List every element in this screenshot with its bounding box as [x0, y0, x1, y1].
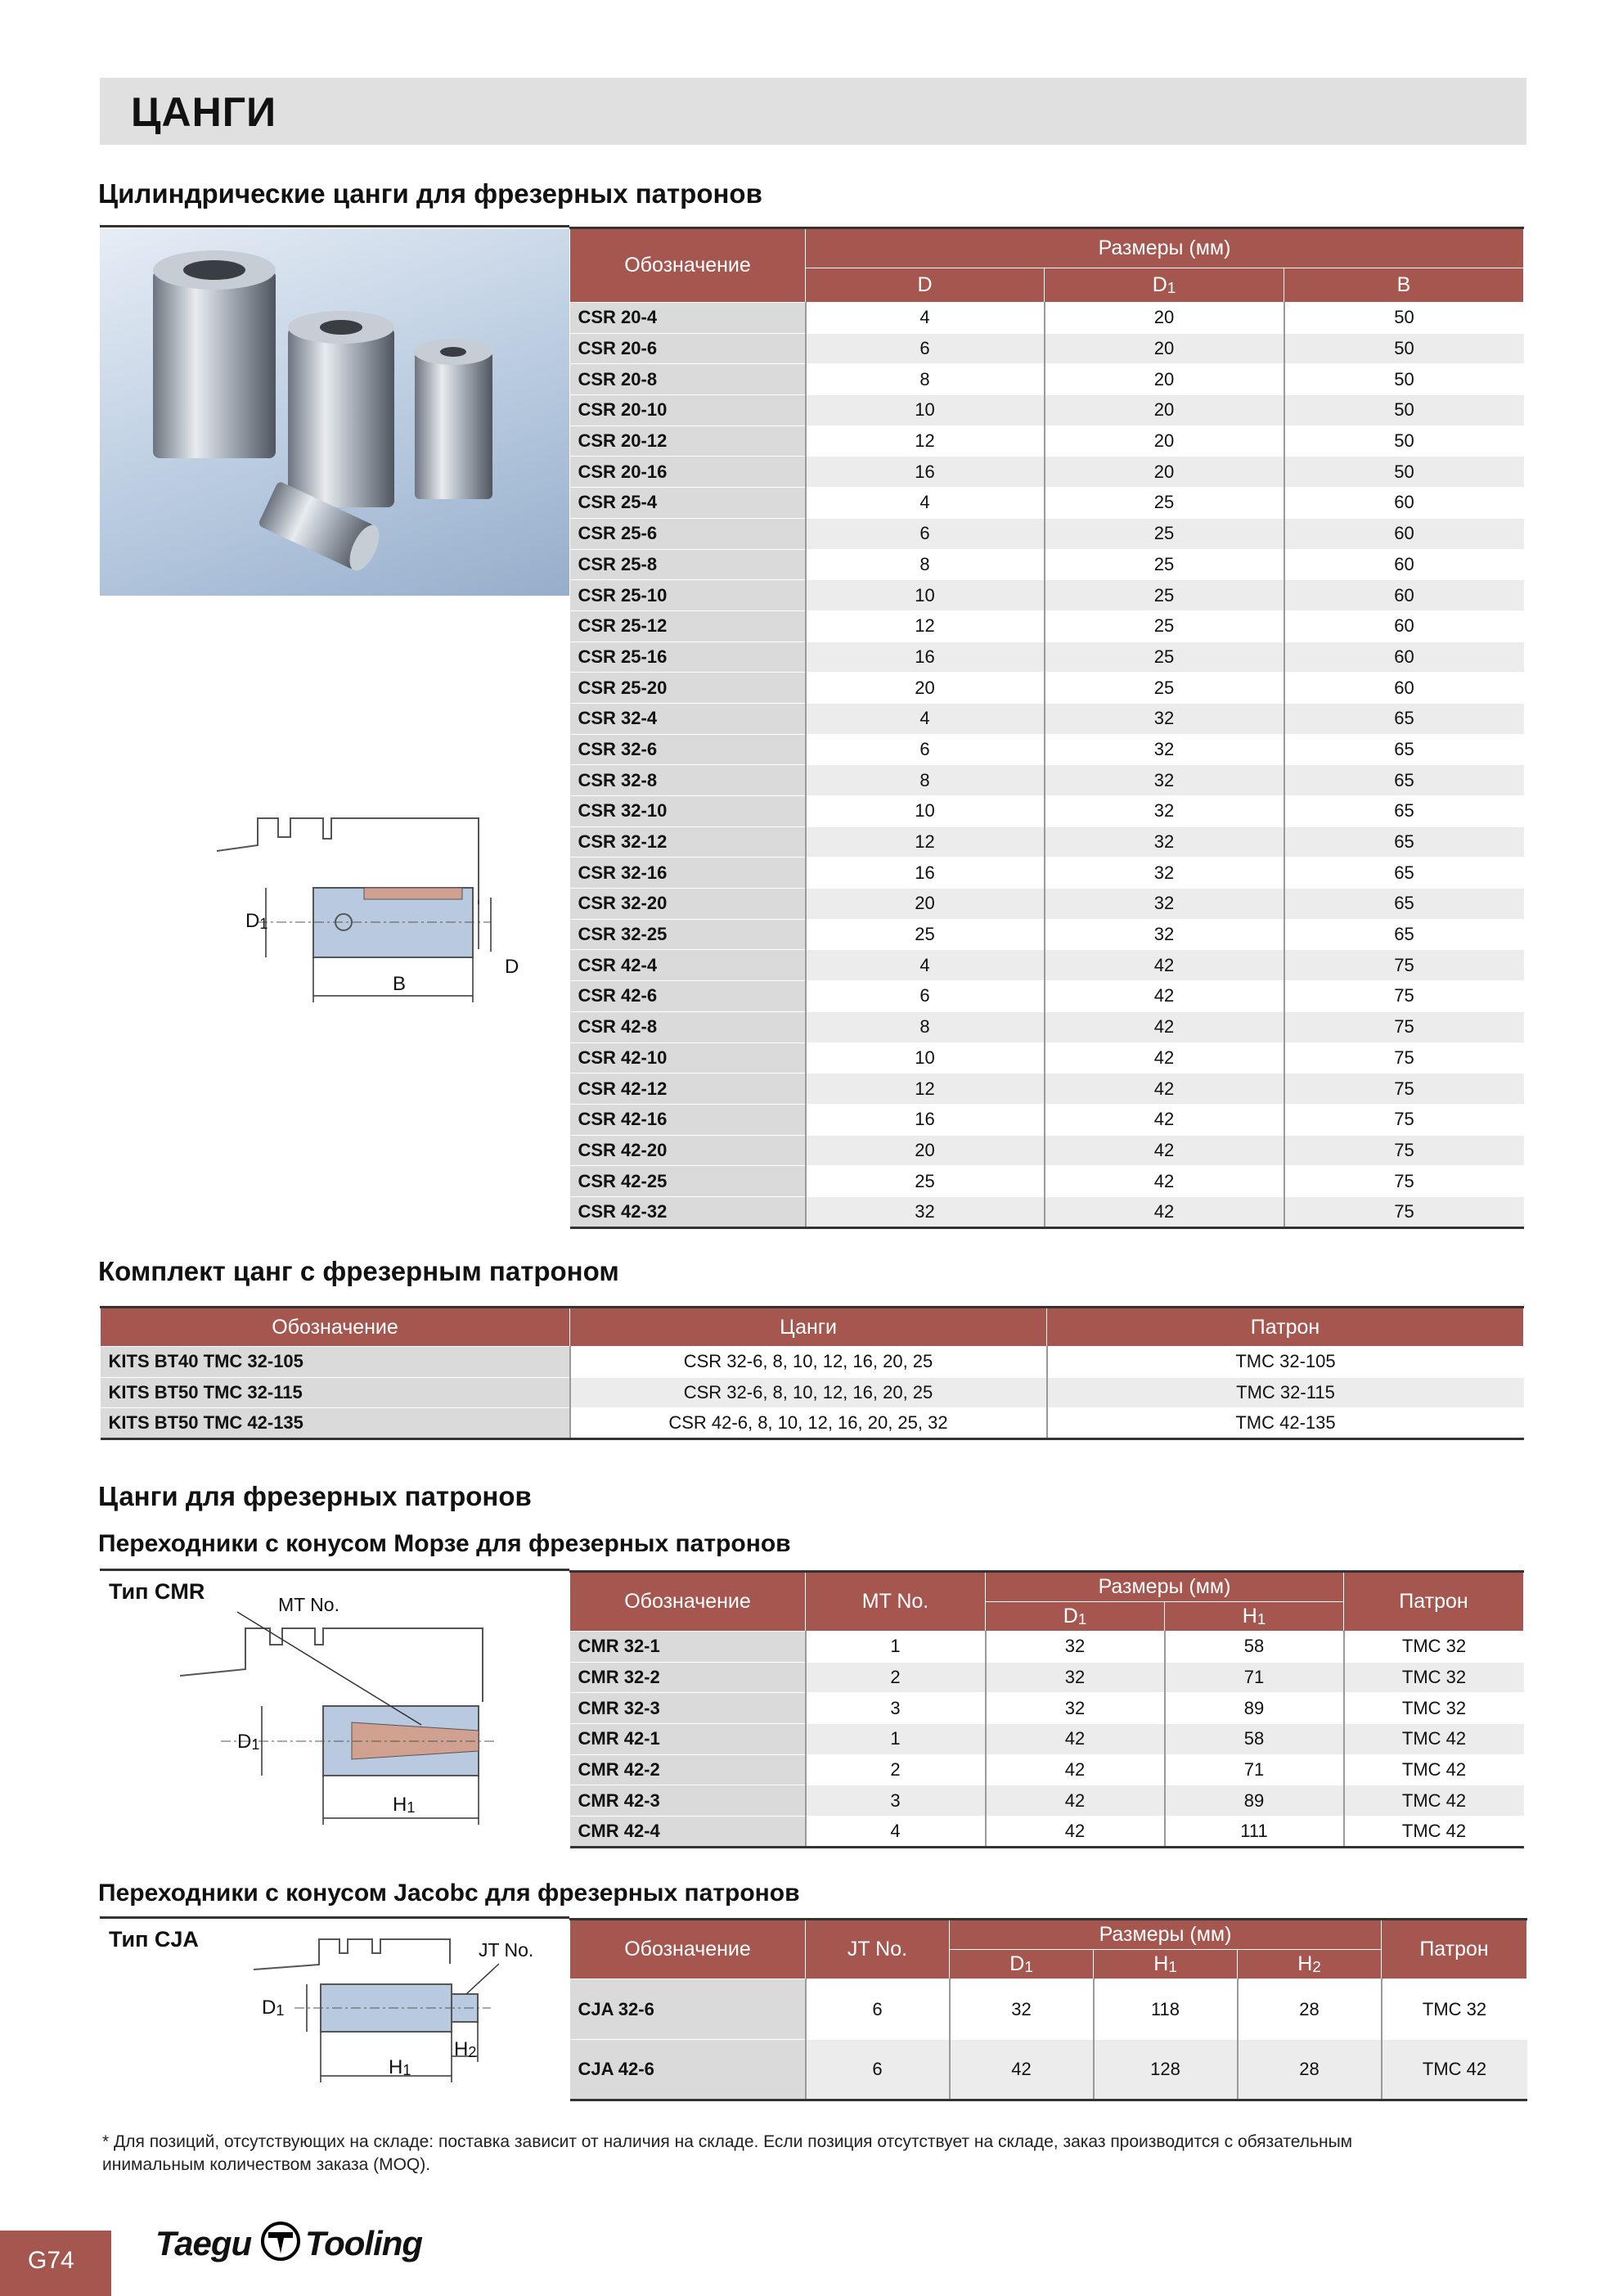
cja-header-h1: $H_1$ [1094, 1950, 1238, 1979]
cell-designation: CSR 42-10 [570, 1042, 806, 1074]
cell-d: 20 [806, 1135, 1045, 1166]
cell-b: 60 [1284, 610, 1524, 642]
cell-b: 75 [1284, 1011, 1524, 1042]
cell-d: 16 [806, 1104, 1045, 1135]
cell-designation: KITS BT50 TMC 32-115 [101, 1377, 570, 1408]
cell-collets: CSR 32-6, 8, 10, 12, 16, 20, 25 [570, 1347, 1047, 1378]
cell-b: 75 [1284, 1074, 1524, 1105]
diagram-d1-label: $D_1$ [245, 910, 268, 932]
cell-d1: 42 [986, 1724, 1165, 1755]
cell-designation: CMR 42-2 [570, 1754, 806, 1785]
table-row [570, 425, 1524, 457]
cell-b: 75 [1284, 1104, 1524, 1135]
section-collets-title: Цанги для фрезерных патронов [98, 1481, 532, 1511]
cja-header-h2: $H_2$ [1238, 1950, 1382, 1979]
cell-d: 4 [806, 488, 1045, 519]
cja-header-designation: Обозначение [570, 1920, 806, 1979]
cell-d1: 32 [1045, 734, 1284, 765]
diagram-h1-label: $H_1$ [393, 1794, 416, 1816]
type-cmr-label: Тип CMR [109, 1579, 205, 1604]
section1-rule [100, 225, 569, 227]
cell-mt-no: 2 [806, 1754, 986, 1785]
cell-designation: CSR 42-6 [570, 981, 806, 1012]
cell-h2: 28 [1238, 1979, 1382, 2040]
cell-designation: CSR 20-16 [570, 457, 806, 488]
cell-jt-no: 6 [806, 2040, 950, 2100]
cell-designation: CSR 25-6 [570, 518, 806, 549]
cell-chuck: TMC 42 [1344, 1817, 1524, 1848]
cell-designation: CJA 42-6 [570, 2040, 806, 2100]
cell-d1: 42 [1045, 950, 1284, 981]
cell-d1: 25 [1045, 673, 1284, 704]
cell-b: 60 [1284, 549, 1524, 580]
cell-b: 60 [1284, 642, 1524, 673]
cell-d1: 25 [1045, 642, 1284, 673]
cja-header-d1: $D_1$ [950, 1950, 1094, 1979]
cell-d1: 42 [950, 2040, 1094, 2100]
cell-chuck: TMC 32 [1382, 1979, 1527, 2040]
cell-d: 20 [806, 889, 1045, 920]
table-row [570, 1785, 1524, 1817]
table-row [570, 858, 1524, 889]
diagram-mt-no-label: MT No. [278, 1594, 339, 1615]
table-row [570, 1104, 1524, 1135]
table-row [570, 1011, 1524, 1042]
cell-designation: CSR 42-8 [570, 1011, 806, 1042]
cell-d1: 25 [1045, 549, 1284, 580]
cell-d: 8 [806, 549, 1045, 580]
cell-d: 16 [806, 457, 1045, 488]
section3-rule [100, 1569, 569, 1571]
cell-d1: 32 [986, 1693, 1165, 1724]
cell-designation: CSR 25-10 [570, 580, 806, 611]
section-kit-title: Комплект цанг с фрезерным патроном [98, 1256, 619, 1286]
cell-chuck: TMC 42 [1344, 1724, 1524, 1755]
cell-designation: CMR 32-2 [570, 1662, 806, 1693]
collets-photo [100, 229, 569, 596]
cell-designation: CSR 42-4 [570, 950, 806, 981]
cell-b: 65 [1284, 889, 1524, 920]
cell-d: 8 [806, 1011, 1045, 1042]
logo-text-left: Taegu [155, 2224, 252, 2262]
table-row [570, 2040, 1527, 2100]
cell-b: 60 [1284, 488, 1524, 519]
cell-h1: 118 [1094, 1979, 1238, 2040]
diagram-h1-label: $H_1$ [389, 2056, 411, 2078]
cmr-adapter-diagram [172, 1587, 499, 1833]
cell-designation: CSR 42-16 [570, 1104, 806, 1135]
cell-designation: CSR 32-6 [570, 734, 806, 765]
cell-d1: 25 [1045, 580, 1284, 611]
cmr-header-h1: $H_1$ [1165, 1602, 1344, 1632]
cell-d1: 42 [986, 1817, 1165, 1848]
cell-designation: CSR 20-12 [570, 425, 806, 457]
page-number: G74 [28, 2247, 74, 2274]
cell-d1: 32 [1045, 826, 1284, 858]
diagram-jt-no-label: JT No. [479, 1939, 534, 1961]
header-d: D [806, 268, 1045, 303]
cell-d: 12 [806, 826, 1045, 858]
cell-d: 6 [806, 734, 1045, 765]
table-row [570, 642, 1524, 673]
cell-designation: CSR 32-16 [570, 858, 806, 889]
cell-d1: 20 [1045, 395, 1284, 426]
table-row [570, 518, 1524, 549]
table-row [101, 1408, 1524, 1439]
cell-chuck: TMC 42 [1344, 1754, 1524, 1785]
cell-b: 65 [1284, 796, 1524, 827]
cell-mt-no: 4 [806, 1817, 986, 1848]
morse-adapters-title: Переходники с конусом Морзе для фрезерных патронов [98, 1530, 791, 1557]
cja-header-chuck: Патрон [1382, 1920, 1527, 1979]
cell-d: 8 [806, 364, 1045, 395]
table-row [570, 1693, 1524, 1724]
footnote: * Для позиций, отсутствующих на складе: поставка зависит от наличия на складе. Если позиция отсутствует на складе, заказ производится с обязательным инимальным количеством заказа (MOQ). [102, 2132, 1353, 2174]
cell-mt-no: 3 [806, 1785, 986, 1817]
table-row [570, 703, 1524, 734]
cell-designation: CSR 20-4 [570, 303, 806, 334]
table-row [570, 457, 1524, 488]
header-d1: $D_1$ [1045, 268, 1284, 303]
cell-d1: 32 [1045, 703, 1284, 734]
cell-designation: CSR 42-25 [570, 1166, 806, 1197]
cell-d: 4 [806, 703, 1045, 734]
cell-designation: CSR 32-25 [570, 919, 806, 950]
cell-d1: 32 [1045, 919, 1284, 950]
cell-d: 16 [806, 642, 1045, 673]
kit-header-chuck: Патрон [1047, 1308, 1524, 1347]
cell-designation: CSR 32-4 [570, 703, 806, 734]
cell-b: 50 [1284, 457, 1524, 488]
cja-adapter-diagram [245, 1927, 556, 2091]
cell-d: 4 [806, 950, 1045, 981]
cell-h1: 58 [1165, 1632, 1344, 1663]
cell-designation: CSR 20-6 [570, 333, 806, 364]
cell-designation: CSR 42-32 [570, 1196, 806, 1227]
cja-table-body [570, 1979, 1527, 2100]
logo-t-emblem-icon [260, 2221, 301, 2262]
table-row [570, 889, 1524, 920]
cell-designation: CMR 42-4 [570, 1817, 806, 1848]
table-row [570, 734, 1524, 765]
cell-designation: CSR 42-12 [570, 1074, 806, 1105]
cell-d1: 42 [986, 1785, 1165, 1817]
taegu-tooling-logo [155, 2217, 450, 2267]
cell-chuck: TMC 32-105 [1047, 1347, 1524, 1378]
cja-header-jt-no: JT No. [806, 1920, 950, 1979]
cell-d: 10 [806, 796, 1045, 827]
cell-d1: 25 [1045, 488, 1284, 519]
header-b: B [1284, 268, 1524, 303]
cell-b: 75 [1284, 1166, 1524, 1197]
page-title-bar [100, 78, 1526, 145]
cell-d1: 42 [986, 1754, 1165, 1785]
diagram-d-label: D [505, 956, 519, 978]
jacobs-adapters-title: Переходники с конусом Jacobc для фрезерных патронов [98, 1880, 800, 1907]
cell-h1: 58 [1165, 1724, 1344, 1755]
cmr-header-d1: $D_1$ [986, 1602, 1165, 1632]
cell-mt-no: 2 [806, 1662, 986, 1693]
table-row [570, 1135, 1524, 1166]
table-row [570, 1754, 1524, 1785]
cell-d1: 32 [950, 1979, 1094, 2040]
cell-b: 75 [1284, 981, 1524, 1012]
cell-d: 12 [806, 610, 1045, 642]
cell-b: 75 [1284, 950, 1524, 981]
cell-d: 6 [806, 333, 1045, 364]
cell-designation: CSR 42-20 [570, 1135, 806, 1166]
csr-table-body [570, 303, 1524, 1228]
cell-b: 75 [1284, 1042, 1524, 1074]
section4-rule [100, 1916, 569, 1919]
cell-d1: 20 [1045, 364, 1284, 395]
cell-b: 75 [1284, 1196, 1524, 1227]
cell-b: 65 [1284, 703, 1524, 734]
cell-d: 8 [806, 765, 1045, 796]
cell-designation: CSR 20-10 [570, 395, 806, 426]
kit-header-designation: Обозначение [101, 1308, 570, 1347]
cell-designation: CSR 25-16 [570, 642, 806, 673]
cell-mt-no: 1 [806, 1632, 986, 1663]
diagram-h2-label: $H_2$ [454, 2038, 477, 2060]
cell-d1: 20 [1045, 303, 1284, 334]
cell-b: 65 [1284, 734, 1524, 765]
cell-jt-no: 6 [806, 1979, 950, 2040]
table-row [570, 1979, 1527, 2040]
table-row [570, 765, 1524, 796]
cell-b: 50 [1284, 303, 1524, 334]
cell-h1: 111 [1165, 1817, 1344, 1848]
cmr-header-designation: Обозначение [570, 1572, 806, 1632]
cell-d1: 42 [1045, 1196, 1284, 1227]
cell-designation: CSR 32-8 [570, 765, 806, 796]
cell-d: 10 [806, 1042, 1045, 1074]
table-row [570, 1196, 1524, 1227]
kit-table [100, 1306, 1524, 1440]
cell-d1: 25 [1045, 518, 1284, 549]
cell-d1: 20 [1045, 457, 1284, 488]
cell-d1: 42 [1045, 1074, 1284, 1105]
cell-d1: 20 [1045, 425, 1284, 457]
cell-d1: 32 [986, 1662, 1165, 1693]
cell-b: 65 [1284, 858, 1524, 889]
cell-d: 6 [806, 981, 1045, 1012]
cell-b: 60 [1284, 580, 1524, 611]
table-row [570, 1042, 1524, 1074]
cell-chuck: TMC 42 [1382, 2040, 1527, 2100]
cell-designation: CSR 25-12 [570, 610, 806, 642]
cell-d1: 32 [1045, 858, 1284, 889]
table-row [101, 1377, 1524, 1408]
cell-chuck: TMC 42 [1344, 1785, 1524, 1817]
cell-b: 50 [1284, 333, 1524, 364]
cell-d1: 42 [1045, 1042, 1284, 1074]
cell-designation: CSR 25-20 [570, 673, 806, 704]
cell-designation: CSR 25-4 [570, 488, 806, 519]
cell-h1: 71 [1165, 1754, 1344, 1785]
cell-d: 20 [806, 673, 1045, 704]
cell-d1: 42 [1045, 1135, 1284, 1166]
cell-collets: CSR 32-6, 8, 10, 12, 16, 20, 25 [570, 1377, 1047, 1408]
cell-b: 65 [1284, 919, 1524, 950]
cell-d: 25 [806, 919, 1045, 950]
cell-h2: 28 [1238, 2040, 1382, 2100]
table-row [570, 364, 1524, 395]
table-row [570, 1662, 1524, 1693]
page-number-tab [0, 2231, 111, 2296]
table-row [570, 1817, 1524, 1848]
cell-designation: CSR 32-12 [570, 826, 806, 858]
cell-designation: KITS BT40 TMC 32-105 [101, 1347, 570, 1378]
cell-designation: CMR 42-1 [570, 1724, 806, 1755]
cell-d1: 25 [1045, 610, 1284, 642]
table-row [570, 919, 1524, 950]
cell-h1: 71 [1165, 1662, 1344, 1693]
cylindrical-collet-diagram [209, 806, 536, 1011]
table-row [570, 1074, 1524, 1105]
cell-b: 60 [1284, 673, 1524, 704]
section-cylindrical-collets-title: Цилиндрические цанги для фрезерных патронов [98, 178, 762, 209]
cell-chuck: TMC 32 [1344, 1693, 1524, 1724]
cell-mt-no: 1 [806, 1724, 986, 1755]
cmr-table-body [570, 1632, 1524, 1848]
cell-chuck: TMC 32 [1344, 1632, 1524, 1663]
cell-d1: 20 [1045, 333, 1284, 364]
cell-d1: 32 [986, 1632, 1165, 1663]
cmr-table [569, 1570, 1524, 1848]
table-row [570, 1724, 1524, 1755]
cell-d: 6 [806, 518, 1045, 549]
diagram-d1-label: $D_1$ [262, 1997, 285, 2019]
kit-header-collets: Цанги [570, 1308, 1047, 1347]
table-row [570, 549, 1524, 580]
cmr-header-mt-no: MT No. [806, 1572, 986, 1632]
diagram-b-label: B [393, 973, 407, 995]
cell-d: 12 [806, 1074, 1045, 1105]
cell-chuck: TMC 32 [1344, 1662, 1524, 1693]
cell-designation: KITS BT50 TMC 42-135 [101, 1408, 570, 1439]
cell-collets: CSR 42-6, 8, 10, 12, 16, 20, 25, 32 [570, 1408, 1047, 1439]
table-row [570, 1632, 1524, 1663]
header-dimensions: Размеры (мм) [806, 228, 1524, 268]
cell-designation: CMR 32-1 [570, 1632, 806, 1663]
cell-designation: CSR 20-8 [570, 364, 806, 395]
table-row [570, 673, 1524, 704]
table-row [570, 981, 1524, 1012]
cell-designation: CSR 32-10 [570, 796, 806, 827]
cell-b: 50 [1284, 395, 1524, 426]
cja-table [569, 1918, 1527, 2101]
cell-d1: 32 [1045, 765, 1284, 796]
cell-designation: CMR 42-3 [570, 1785, 806, 1817]
cell-d1: 32 [1045, 889, 1284, 920]
cell-d: 10 [806, 395, 1045, 426]
cell-b: 65 [1284, 826, 1524, 858]
cell-d: 25 [806, 1166, 1045, 1197]
cell-designation: CMR 32-3 [570, 1693, 806, 1724]
cell-designation: CSR 25-8 [570, 549, 806, 580]
kit-table-body [101, 1347, 1524, 1439]
table-row [570, 950, 1524, 981]
cell-d: 10 [806, 580, 1045, 611]
cmr-header-chuck: Патрон [1344, 1572, 1524, 1632]
cell-d1: 42 [1045, 1166, 1284, 1197]
table-row [570, 395, 1524, 426]
csr-collets-table [569, 227, 1524, 1229]
table-row [570, 488, 1524, 519]
cell-b: 50 [1284, 364, 1524, 395]
cell-b: 75 [1284, 1135, 1524, 1166]
cell-d1: 42 [1045, 1104, 1284, 1135]
cell-b: 65 [1284, 765, 1524, 796]
cell-h1: 89 [1165, 1785, 1344, 1817]
cja-header-dimensions: Размеры (мм) [950, 1920, 1382, 1950]
header-designation: Обозначение [570, 228, 806, 303]
page-title: ЦАНГИ [131, 89, 277, 135]
cell-d1: 42 [1045, 1011, 1284, 1042]
cell-designation: CJA 32-6 [570, 1979, 806, 2040]
cell-d: 12 [806, 425, 1045, 457]
table-row [570, 826, 1524, 858]
cell-b: 50 [1284, 425, 1524, 457]
table-row [570, 303, 1524, 334]
cell-d1: 42 [1045, 981, 1284, 1012]
cell-designation: CSR 32-20 [570, 889, 806, 920]
cmr-header-dimensions: Размеры (мм) [986, 1572, 1344, 1602]
table-row [570, 1166, 1524, 1197]
cell-d: 4 [806, 303, 1045, 334]
table-row [570, 796, 1524, 827]
cell-d: 16 [806, 858, 1045, 889]
type-cja-label: Тип CJA [109, 1927, 199, 1952]
cell-d: 32 [806, 1196, 1045, 1227]
logo-text-right: Tooling [305, 2224, 423, 2262]
cell-h1: 89 [1165, 1693, 1344, 1724]
table-row [570, 580, 1524, 611]
table-row [101, 1347, 1524, 1378]
cell-b: 60 [1284, 518, 1524, 549]
table-row [570, 333, 1524, 364]
cell-chuck: TMC 42-135 [1047, 1408, 1524, 1439]
cell-mt-no: 3 [806, 1693, 986, 1724]
cell-h1: 128 [1094, 2040, 1238, 2100]
table-row [570, 610, 1524, 642]
diagram-d1-label: $D_1$ [237, 1731, 260, 1753]
cell-d1: 32 [1045, 796, 1284, 827]
cell-chuck: TMC 32-115 [1047, 1377, 1524, 1408]
